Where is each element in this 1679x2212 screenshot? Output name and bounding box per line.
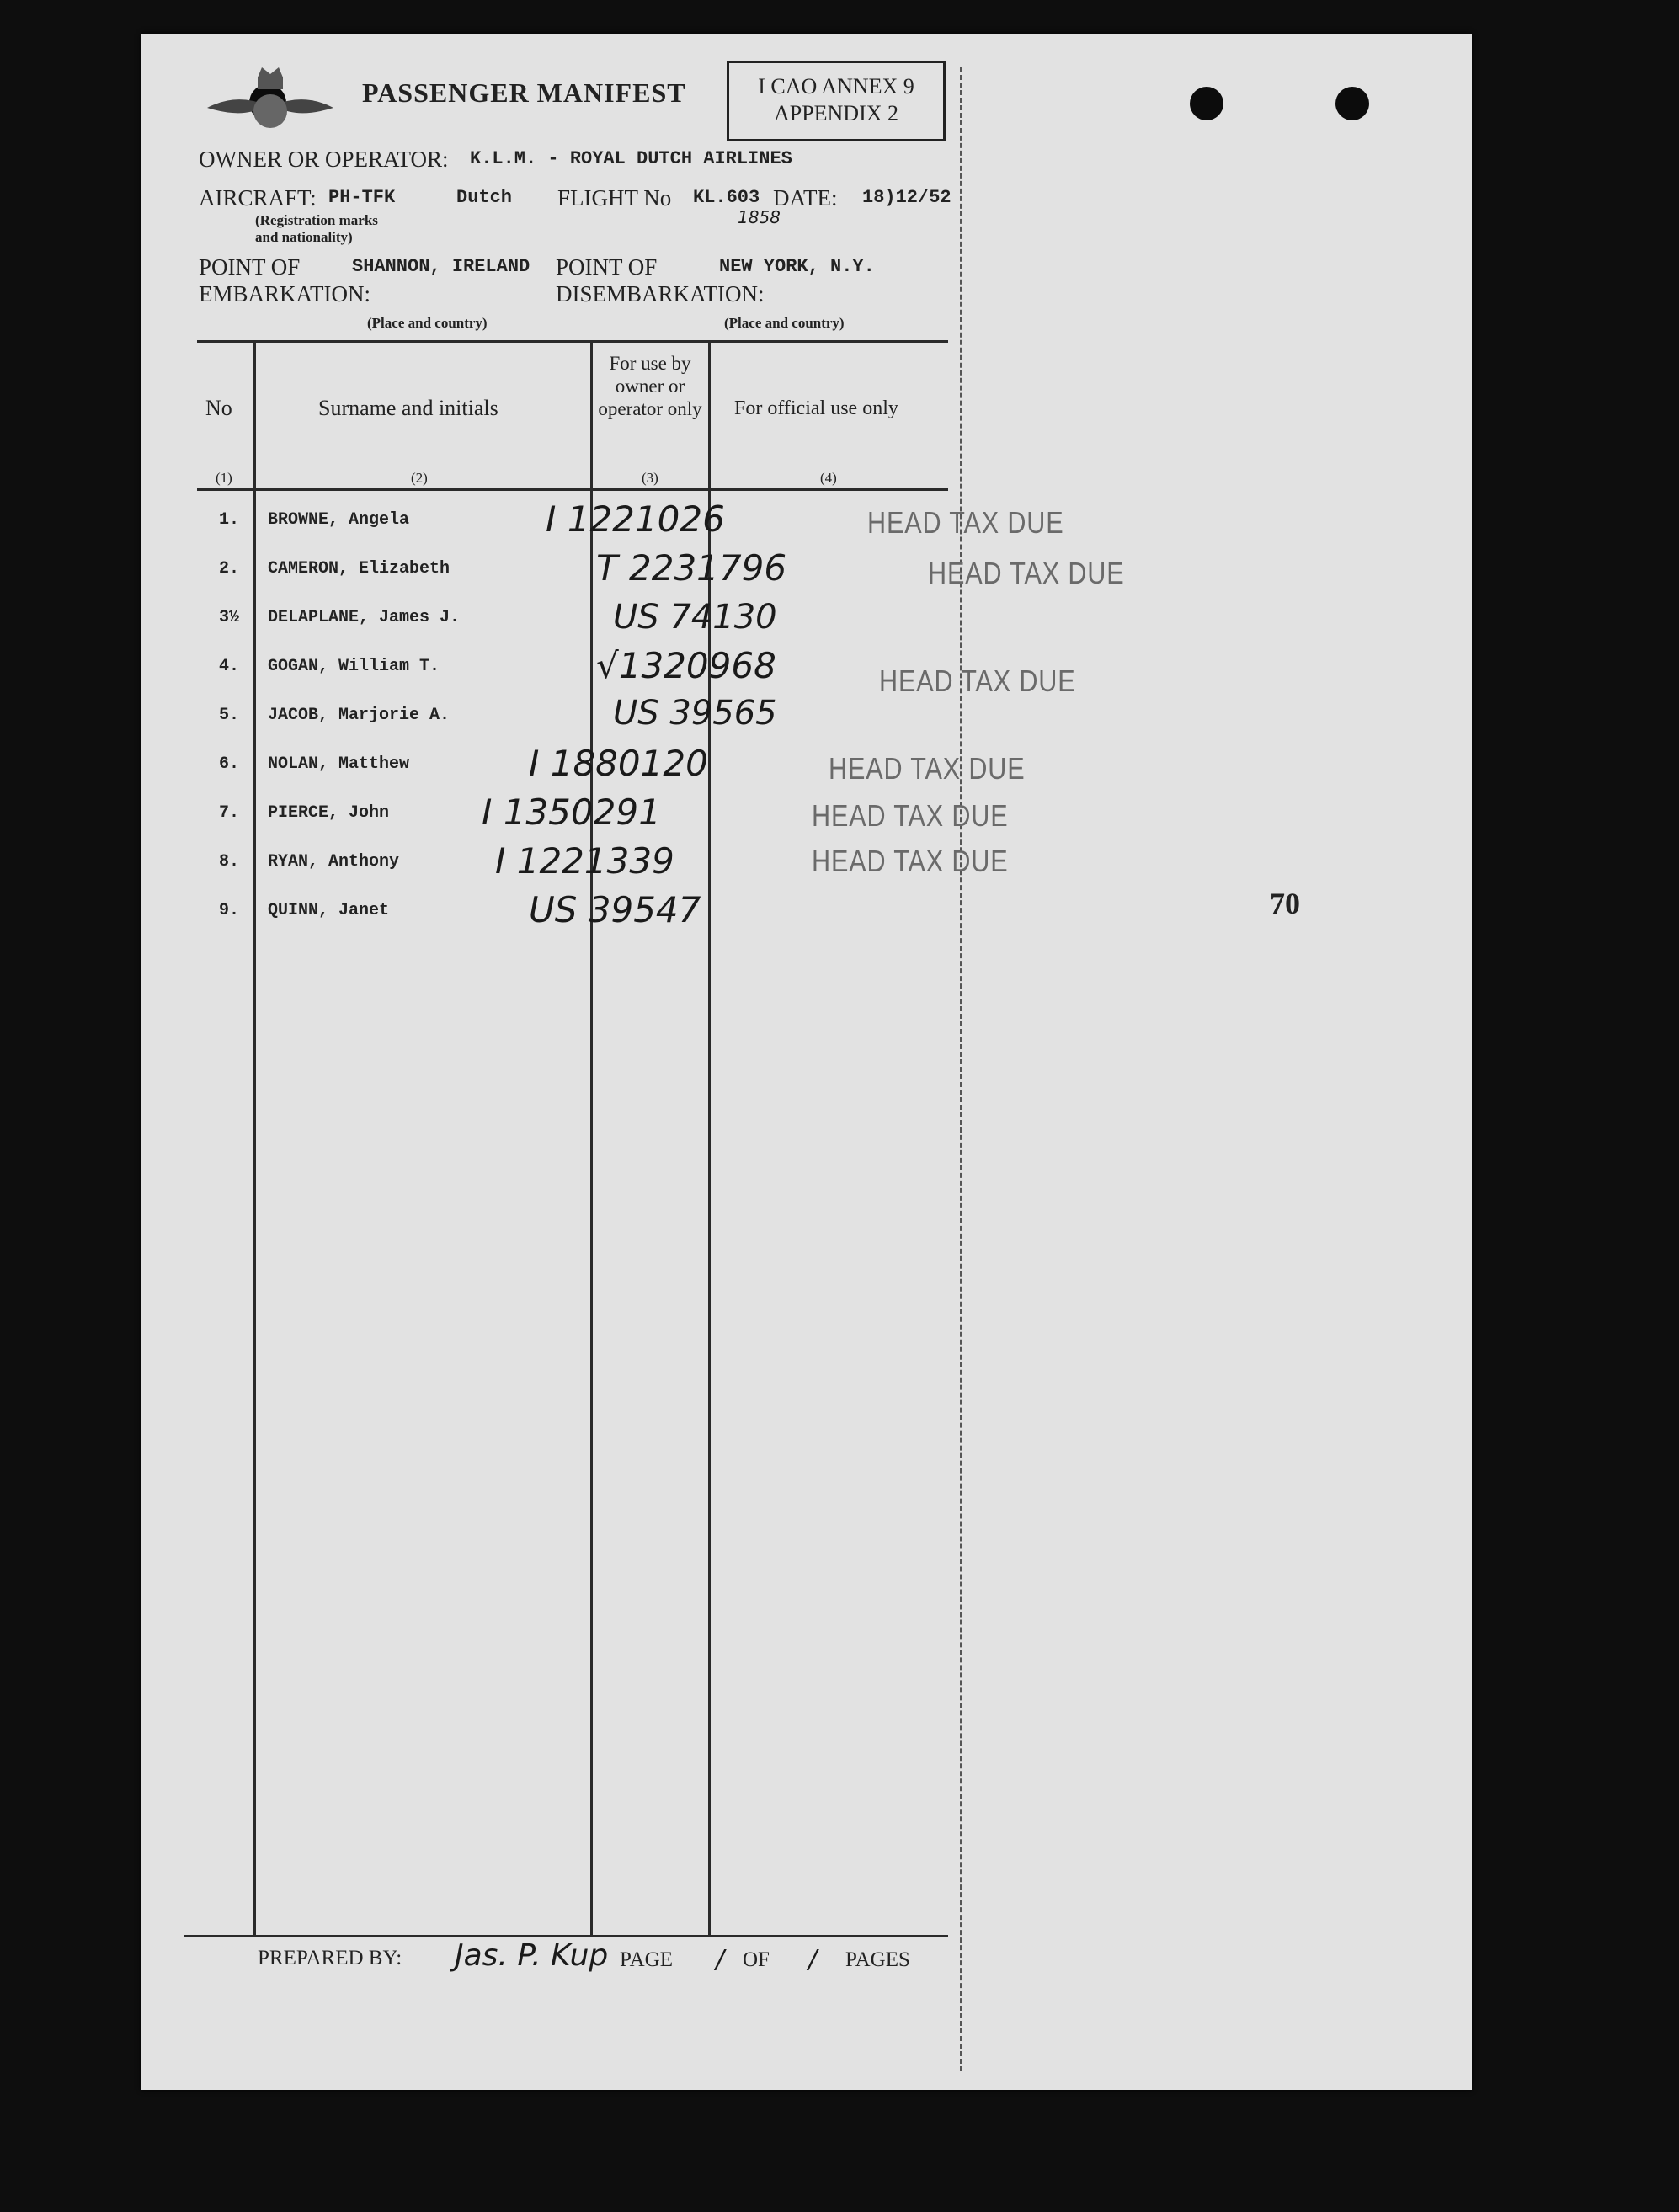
perforation-line bbox=[960, 67, 962, 2071]
disembark-value: NEW YORK, N.Y. bbox=[719, 256, 875, 277]
embark-value: SHANNON, IRELAND bbox=[352, 256, 530, 277]
document-number: T 2231796 bbox=[596, 547, 787, 589]
aircraft-nationality: Dutch bbox=[456, 187, 513, 208]
document-number: US 39547 bbox=[529, 889, 701, 930]
document-number: I 1880120 bbox=[529, 743, 708, 784]
passenger-name: QUINN, Janet bbox=[268, 901, 390, 920]
page-number: / bbox=[716, 1945, 725, 1975]
passenger-name: BROWNE, Angela bbox=[268, 510, 410, 530]
aircraft-label: AIRCRAFT: bbox=[199, 185, 317, 211]
passenger-name: NOLAN, Matthew bbox=[268, 754, 410, 774]
document-number: I 1221339 bbox=[495, 840, 674, 882]
klm-crown-logo-icon bbox=[199, 59, 342, 147]
flight-handwritten: 1858 bbox=[738, 207, 781, 227]
of-number: / bbox=[808, 1945, 818, 1975]
row-number: 3½ bbox=[219, 608, 240, 627]
nationality-note: and nationality) bbox=[255, 229, 353, 245]
head-tax-stamp: HEAD TAX DUE bbox=[867, 505, 1064, 540]
disembark-place-note: (Place and country) bbox=[724, 315, 845, 331]
document-title: PASSENGER MANIFEST bbox=[362, 77, 686, 108]
side-number: 70 bbox=[1270, 887, 1300, 920]
annex-line: I CAO ANNEX 9 bbox=[758, 74, 914, 99]
passenger-name: RYAN, Anthony bbox=[268, 852, 400, 871]
col-header-official: For official use only bbox=[734, 397, 898, 419]
punch-hole bbox=[1335, 87, 1369, 120]
col-num: (1) bbox=[216, 470, 232, 486]
head-tax-stamp: HEAD TAX DUE bbox=[829, 751, 1026, 786]
of-label: OF bbox=[743, 1948, 770, 1971]
punch-hole bbox=[1190, 87, 1223, 120]
flight-label: FLIGHT No bbox=[557, 185, 672, 211]
document-number: √1320968 bbox=[596, 645, 776, 686]
embark-place-note: (Place and country) bbox=[367, 315, 488, 331]
head-tax-stamp: HEAD TAX DUE bbox=[812, 798, 1009, 833]
flight-value: KL.603 bbox=[693, 187, 760, 208]
head-tax-stamp: HEAD TAX DUE bbox=[928, 556, 1125, 590]
table-top-rule bbox=[197, 340, 948, 343]
pages-label: PAGES bbox=[845, 1948, 910, 1971]
date-value: 18)12/52 bbox=[862, 187, 951, 208]
document-number: US 74130 bbox=[613, 598, 777, 637]
disembark-label: POINT OF bbox=[556, 254, 658, 280]
col-header-no: No bbox=[205, 396, 232, 420]
passenger-name: CAMERON, Elizabeth bbox=[268, 559, 450, 578]
document-number: US 39565 bbox=[613, 694, 777, 733]
column-divider bbox=[253, 340, 256, 1935]
embark-label-2: EMBARKATION: bbox=[199, 281, 371, 306]
head-tax-stamp: HEAD TAX DUE bbox=[812, 844, 1009, 878]
col-num: (3) bbox=[642, 470, 658, 486]
manifest-sheet bbox=[141, 34, 1472, 2090]
disembark-label-2: DISEMBARKATION: bbox=[556, 281, 765, 306]
signature: Jas. P. Kup bbox=[455, 1938, 609, 1973]
table-bottom-rule bbox=[184, 1935, 948, 1937]
col-num: (2) bbox=[411, 470, 428, 486]
column-divider bbox=[590, 340, 593, 1935]
col-header-name: Surname and initials bbox=[318, 396, 498, 420]
date-label: DATE: bbox=[773, 185, 838, 211]
passenger-name: DELAPLANE, James J. bbox=[268, 608, 461, 627]
passenger-name: GOGAN, William T. bbox=[268, 657, 440, 676]
row-number: 5. bbox=[219, 706, 240, 725]
row-number: 9. bbox=[219, 901, 240, 920]
icao-annex-box bbox=[727, 61, 946, 141]
appendix-line: APPENDIX 2 bbox=[773, 101, 899, 125]
registration-note: (Registration marks bbox=[255, 212, 378, 228]
row-number: 7. bbox=[219, 803, 240, 823]
document-number: I 1221026 bbox=[546, 498, 725, 540]
head-tax-stamp: HEAD TAX DUE bbox=[879, 664, 1076, 698]
passenger-name: PIERCE, John bbox=[268, 803, 390, 823]
row-number: 1. bbox=[219, 510, 240, 530]
col-header-owner: For use by owner or operator only bbox=[598, 353, 702, 419]
operator-value: K.L.M. - ROYAL DUTCH AIRLINES bbox=[470, 148, 792, 169]
row-number: 8. bbox=[219, 852, 240, 871]
row-number: 2. bbox=[219, 559, 240, 578]
embark-label: POINT OF bbox=[199, 254, 301, 280]
row-number: 6. bbox=[219, 754, 240, 774]
col-num: (4) bbox=[820, 470, 837, 486]
table-header-rule bbox=[197, 488, 948, 491]
document-number: I 1350291 bbox=[482, 792, 661, 833]
operator-label: OWNER OR OPERATOR: bbox=[199, 147, 449, 172]
passenger-name: JACOB, Marjorie A. bbox=[268, 706, 450, 725]
row-number: 4. bbox=[219, 657, 240, 676]
aircraft-registration: PH-TFK bbox=[328, 187, 396, 208]
prepared-by-label: PREPARED BY: bbox=[258, 1947, 402, 1969]
page-label: PAGE bbox=[620, 1948, 673, 1971]
